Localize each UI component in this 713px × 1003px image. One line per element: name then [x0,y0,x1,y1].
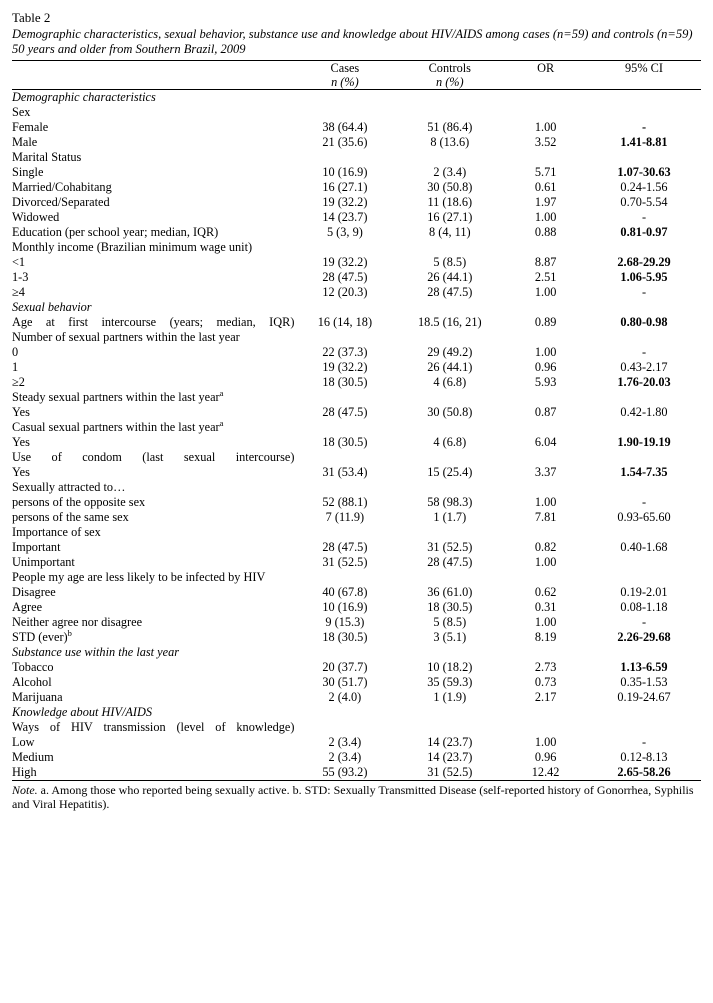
table-row [12,690,701,705]
table-row [12,375,701,390]
table-row [12,180,701,195]
table-row [12,270,701,285]
row-label: Demographic characteristics [12,89,156,104]
row-controls [395,105,504,120]
row-label: Married/Cohabitang [12,179,112,194]
row-or: 1.00 [534,284,557,299]
row-or: 0.87 [534,404,557,419]
row-ci: - [641,284,647,299]
table-row [12,285,701,300]
row-label: persons of the opposite sex [12,494,146,509]
row-ci [587,390,701,405]
row-cases [294,705,395,720]
table-header [12,60,701,89]
row-controls: 5 (8.5) [433,254,467,269]
row-controls: 10 (18.2) [427,659,473,674]
row-cases: 12 (20.3) [322,284,368,299]
row-ci [587,89,701,105]
row-ci [587,450,701,465]
row-label: Low [12,734,35,749]
row-or: 0.88 [534,224,557,239]
row-ci [587,570,701,585]
row-or [504,330,587,345]
row-ci: 2.26-29.68 [617,629,671,644]
row-cases: 18 (30.5) [322,434,368,449]
table-row [12,630,701,645]
row-ci [587,645,701,660]
row-controls [395,240,504,255]
table-row [12,600,701,615]
row-cases: 7 (11.9) [325,509,365,524]
row-cases: 16 (27.1) [322,179,368,194]
row-label: Marijuana [12,689,63,704]
note-text: a. Among those who reported being sexually active. b. STD: Sexually Transmitted Disease (self-reported history of Gonorrhea, Syphilis and Viral Hepatitis). [12,782,694,812]
row-controls: 28 (47.5) [427,554,473,569]
row-ci: - [641,344,647,359]
table-row [12,540,701,555]
row-ci: 1.13-6.59 [620,659,668,674]
row-or: 1.00 [534,344,557,359]
row-or [504,240,587,255]
row-label: Male [12,134,38,149]
row-cases [294,420,395,435]
row-controls [395,720,504,735]
row-or [504,525,587,540]
row-or: 0.61 [534,179,557,194]
row-label: Education (per school year; median, IQR) [12,224,219,239]
row-label: Age at first intercourse (years; median, IQR) [12,314,295,329]
table-row [12,360,701,375]
row-label: 1 [12,359,19,374]
table-row [12,750,701,765]
row-ci: 0.80-0.98 [620,314,668,329]
row-or [504,89,587,105]
table-row [12,105,701,120]
row-or: 1.00 [534,494,557,509]
row-label: Sex [12,104,31,119]
row-label: Sexually attracted to… [12,479,126,494]
header-controls-line1: Controls [428,60,471,75]
row-controls: 35 (59.3) [427,674,473,689]
header-or [504,60,587,89]
row-label: Tobacco [12,659,54,674]
row-controls [395,330,504,345]
row-label: Widowed [12,209,60,224]
table-row [12,675,701,690]
row-label: Use of condom (last sexual intercourse) [12,449,295,464]
row-cases: 10 (16.9) [322,599,368,614]
row-controls: 18.5 (16, 21) [418,314,482,329]
row-label: STD (ever)$^b$ [12,627,72,644]
row-or: 0.89 [534,314,557,329]
row-ci: - [641,494,647,509]
row-cases [294,720,395,735]
row-cases: 16 (14, 18) [317,314,373,329]
row-controls: 8 (13.6) [430,134,470,149]
row-or [504,720,587,735]
row-ci [587,150,701,165]
table-row [12,480,701,495]
row-or: 0.96 [534,749,557,764]
row-cases: 2 (3.4) [328,749,362,764]
row-label: Yes [12,434,30,449]
header-controls-line2: n (%) [435,74,464,89]
row-controls: 31 (52.5) [395,765,504,781]
table-row [12,660,701,675]
table-row [12,765,701,781]
row-controls: 29 (49.2) [427,344,473,359]
row-cases [294,570,395,585]
table-row [12,450,701,465]
row-cases [294,150,395,165]
table-row [12,495,701,510]
row-controls [395,450,504,465]
row-or: 0.62 [534,584,557,599]
row-cases [294,390,395,405]
row-label: Steady sexual partners within the last year$^a$ [12,387,224,404]
row-ci: 0.19-24.67 [617,689,671,704]
row-or: 3.37 [534,464,557,479]
row-controls: 1 (1.7) [433,509,467,524]
row-ci: 1.90-19.19 [617,434,671,449]
row-controls: 3 (5.1) [433,629,467,644]
row-controls: 30 (50.8) [427,404,473,419]
row-ci [587,330,701,345]
row-ci: 1.06-5.95 [620,269,668,284]
table-row [12,150,701,165]
row-or: 0.31 [534,599,557,614]
row-cases: 9 (15.3) [325,614,365,629]
table-row [12,225,701,240]
row-or: 7.81 [534,509,557,524]
row-cases [294,480,395,495]
row-cases [294,330,395,345]
row-or: 0.96 [534,359,557,374]
row-or: 0.82 [534,539,557,554]
header-or-line1: OR [537,60,555,75]
row-label: Unimportant [12,554,75,569]
row-or: 1.00 [534,209,557,224]
table-row [12,255,701,270]
row-cases [294,240,395,255]
table-row [12,300,701,315]
row-ci [587,105,701,120]
row-controls: 14 (23.7) [427,734,473,749]
row-or [504,570,587,585]
table-row [12,89,701,105]
row-label: Yes [12,464,30,479]
row-or [504,420,587,435]
table-row [12,315,701,330]
row-cases: 20 (37.7) [322,659,368,674]
row-ci: 0.93-65.60 [617,509,671,524]
table-row [12,525,701,540]
row-ci: 2.68-29.29 [617,254,671,269]
row-ci: 0.42-1.80 [620,404,668,419]
row-or: 1.00 [534,119,557,134]
table-row [12,585,701,600]
row-or [504,105,587,120]
row-cases [294,450,395,465]
header-cases-line1: Cases [330,60,360,75]
row-cases: 18 (30.5) [322,374,368,389]
row-label: <1 [12,254,26,269]
row-or: 1.00 [534,734,557,749]
row-label: Divorced/Separated [12,194,110,209]
row-or [504,300,587,315]
row-controls [395,570,504,585]
row-or: 3.52 [534,134,557,149]
row-controls: 1 (1.9) [433,689,467,704]
header-ci-line1: 95% CI [625,60,663,75]
row-controls: 51 (86.4) [427,119,473,134]
table-row [12,135,701,150]
row-or: 5.93 [534,374,557,389]
row-controls [395,390,504,405]
row-controls: 31 (52.5) [427,539,473,554]
row-or: 8.87 [534,254,557,269]
row-controls: 18 (30.5) [427,599,473,614]
row-cases: 21 (35.6) [322,134,368,149]
row-controls: 26 (44.1) [427,359,473,374]
row-label: Alcohol [12,674,52,689]
row-or [504,705,587,720]
row-controls [395,420,504,435]
table-row [12,120,701,135]
row-cases: 55 (93.2) [294,765,395,781]
row-ci: 0.35-1.53 [620,674,668,689]
row-cases: 22 (37.3) [322,344,368,359]
row-controls: 36 (61.0) [427,584,473,599]
row-controls: 4 (6.8) [433,434,467,449]
row-cases: 31 (53.4) [322,464,368,479]
row-or: 2.73 [534,659,557,674]
row-cases: 18 (30.5) [322,629,368,644]
table-row [12,510,701,525]
row-label: Number of sexual partners within the last year [12,329,240,344]
row-or: 2.17 [534,689,557,704]
table-row [12,465,701,480]
table-row [12,555,701,570]
row-or: 1.00 [534,614,557,629]
row-controls: 11 (18.6) [427,194,473,209]
row-controls: 4 (6.8) [433,374,467,389]
row-controls [395,525,504,540]
row-label: ≥2 [12,374,25,389]
row-ci [587,525,701,540]
row-or: 5.71 [534,164,557,179]
row-label: High [12,765,294,781]
row-label: Sexual behavior [12,299,92,314]
row-cases: 10 (16.9) [322,164,368,179]
row-controls: 28 (47.5) [427,284,473,299]
row-ci: 0.40-1.68 [620,539,668,554]
row-or: 2.51 [534,269,557,284]
row-or: 8.19 [534,629,557,644]
row-controls [395,480,504,495]
row-ci: 0.24-1.56 [620,179,668,194]
row-cases [294,300,395,315]
row-cases: 30 (51.7) [322,674,368,689]
row-cases: 2 (4.0) [328,689,362,704]
row-label: Importance of sex [12,524,101,539]
header-cases [294,60,395,89]
row-label: 1-3 [12,269,29,284]
row-controls: 8 (4, 11) [429,224,471,239]
row-ci: 0.08-1.18 [620,599,668,614]
footnote-marker: b [67,627,72,638]
row-label: ≥4 [12,284,25,299]
footnote-marker: a [219,417,224,428]
row-label: Monthly income (Brazilian minimum wage unit) [12,239,253,254]
row-label: Substance use within the last year [12,644,180,659]
row-controls [395,150,504,165]
row-controls: 5 (8.5) [433,614,467,629]
row-ci: - [641,614,647,629]
row-controls: 58 (98.3) [427,494,473,509]
row-or [504,480,587,495]
row-controls [395,89,504,105]
table-row [12,645,701,660]
row-label: Neither agree nor disagree [12,614,143,629]
row-ci [587,555,701,570]
table-row [12,735,701,750]
row-cases: 2 (3.4) [328,734,362,749]
row-ci: 0.19-2.01 [620,584,668,599]
row-ci: 2.65-58.26 [587,765,701,781]
header-cases-line2: n (%) [331,74,359,89]
row-cases: 5 (3, 9) [326,224,363,239]
row-ci: - [641,209,647,224]
row-ci [587,705,701,720]
row-or [504,150,587,165]
header-controls [395,60,504,89]
row-label: Medium [12,749,54,764]
row-or: 1.00 [534,554,557,569]
row-label: Important [12,539,61,554]
note-prefix: Note. [12,782,38,797]
row-cases [294,525,395,540]
row-or [504,390,587,405]
row-controls: 2 (3.4) [433,164,467,179]
row-ci [587,300,701,315]
table-row [12,330,701,345]
row-or [504,450,587,465]
table-row [12,210,701,225]
row-label: Ways of HIV transmission (level of knowledge) [12,719,295,734]
row-controls: 16 (27.1) [427,209,473,224]
table-number: Table 2 [12,10,51,25]
table-caption: Demographic characteristics, sexual behavior, substance use and knowledge about HIV/AIDS among cases (n=59) and controls (n=59) 50 years and older from Southern Brazil, 2009 [12,27,693,56]
row-cases: 52 (88.1) [322,494,368,509]
row-ci: 0.43-2.17 [620,359,668,374]
row-label: People my age are less likely to be infected by HIV [12,569,266,584]
row-or: 1.97 [534,194,557,209]
table-row [12,570,701,585]
row-controls: 15 (25.4) [427,464,473,479]
row-ci [587,720,701,735]
table-row [12,165,701,180]
row-cases: 38 (64.4) [322,119,368,134]
header-blank [12,60,294,89]
table-row [12,195,701,210]
row-or: 12.42 [504,765,587,781]
row-controls: 30 (50.8) [427,179,473,194]
row-ci: 1.41-8.81 [620,134,668,149]
row-or [504,645,587,660]
table-note [12,781,701,812]
row-label: Single [12,164,44,179]
row-ci: 1.07-30.63 [617,164,671,179]
row-controls: 14 (23.7) [427,749,473,764]
row-ci: 0.81-0.97 [620,224,668,239]
row-cases [294,89,395,105]
row-ci: 1.54-7.35 [620,464,668,479]
table-row [12,705,701,720]
row-cases: 19 (32.2) [322,194,368,209]
table-row [12,615,701,630]
row-controls [395,300,504,315]
row-cases: 28 (47.5) [322,404,368,419]
row-cases: 19 (32.2) [322,254,368,269]
row-ci [587,240,701,255]
row-ci: 0.70-5.54 [620,194,668,209]
row-label: persons of the same sex [12,509,129,524]
row-or: 6.04 [534,434,557,449]
row-ci [587,480,701,495]
table-row [12,345,701,360]
row-cases: 28 (47.5) [322,269,368,284]
row-controls: 26 (44.1) [427,269,473,284]
header-ci [587,60,701,89]
row-label: Agree [12,599,43,614]
row-label: Female [12,119,49,134]
row-cases [294,105,395,120]
row-cases [294,645,395,660]
row-controls [395,645,504,660]
row-ci: - [641,119,647,134]
row-label: Disagree [12,584,56,599]
table-row [12,420,701,435]
row-label: Knowledge about HIV/AIDS [12,704,153,719]
table-row [12,405,701,420]
demographics-table [12,60,701,781]
row-label: Yes [12,404,30,419]
row-label: Marital Status [12,149,82,164]
row-cases: 14 (23.7) [322,209,368,224]
footnote-marker: a [219,387,224,398]
row-label: 0 [12,344,19,359]
row-cases: 31 (52.5) [322,554,368,569]
row-cases: 28 (47.5) [322,539,368,554]
row-ci [587,420,701,435]
table-row [12,240,701,255]
row-cases: 19 (32.2) [322,359,368,374]
row-controls [395,705,504,720]
table-row [12,720,701,735]
row-label: Casual sexual partners within the last year$^a$ [12,417,224,434]
row-or: 0.73 [534,674,557,689]
row-ci: 1.76-20.03 [617,374,671,389]
row-cases: 40 (67.8) [322,584,368,599]
table-row [12,435,701,450]
row-ci: 0.12-8.13 [620,749,668,764]
table-body [12,89,701,780]
row-ci: - [641,734,647,749]
table-row [12,390,701,405]
